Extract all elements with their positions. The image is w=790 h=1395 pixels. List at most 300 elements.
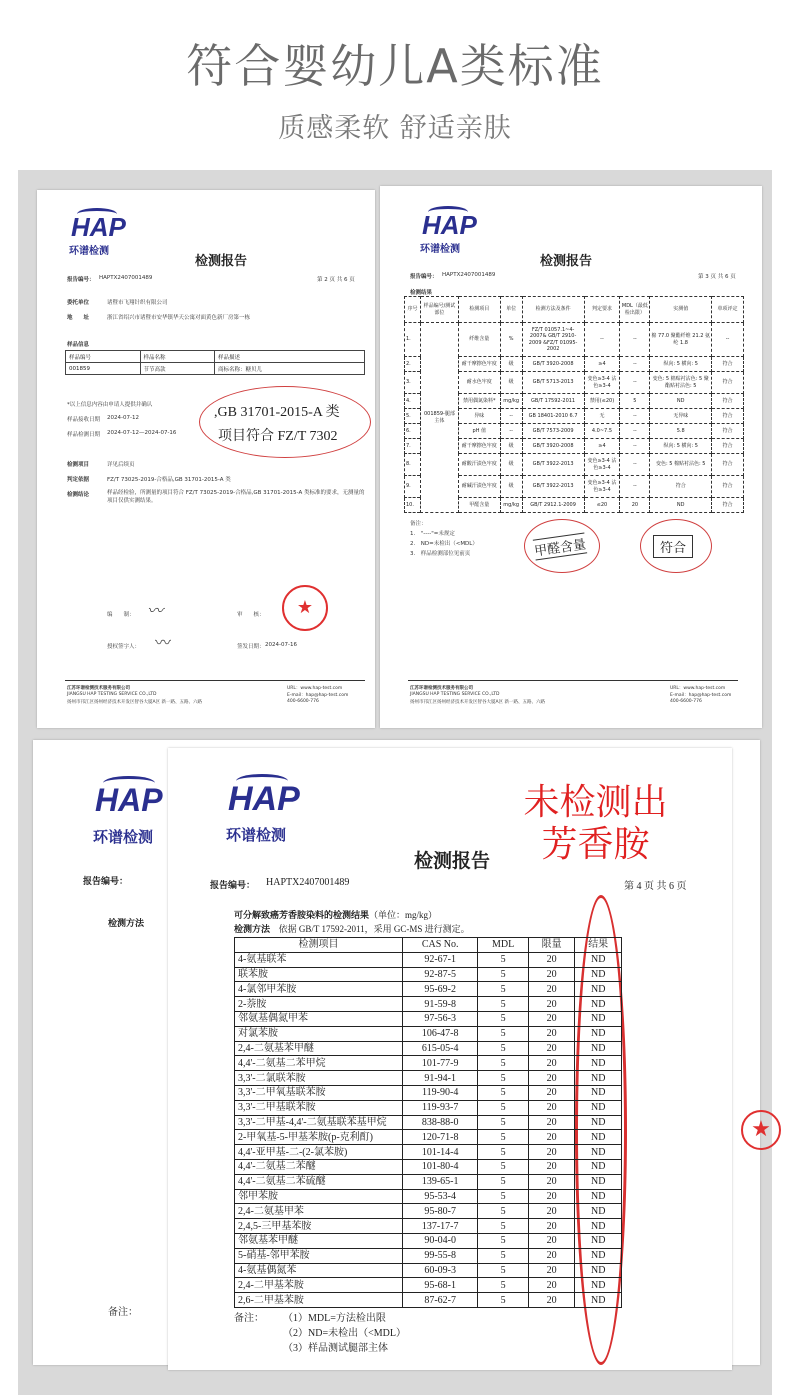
table-cell: 4.0~7.5 bbox=[584, 424, 620, 439]
table-cell: GB/T 3920-2008 bbox=[522, 357, 584, 372]
table-cell: 5 bbox=[478, 1219, 528, 1234]
table-cell: 禁用偶氮染料* bbox=[458, 394, 500, 409]
table-cell: 节节高款 bbox=[140, 363, 215, 375]
table-cell: MDL bbox=[478, 938, 528, 953]
table-cell: FZ/T 01057.1~4-2007& GB/T 2910-2009 &FZ/T 01095-2002 bbox=[522, 323, 584, 357]
table-cell: 5 bbox=[478, 1189, 528, 1204]
table-cell: 5 bbox=[478, 967, 528, 982]
table-cell: ND bbox=[575, 1263, 622, 1278]
table-cell: ND bbox=[575, 1130, 622, 1145]
table-cell: 92-67-1 bbox=[403, 952, 478, 967]
client-label: 委托单位 bbox=[67, 300, 90, 306]
table-cell: 5. bbox=[405, 409, 421, 424]
section-title: 可分解致癌芳香胺染料的检测结果 bbox=[234, 911, 370, 921]
table-cell: 3,3'-二甲氧基联苯胺 bbox=[235, 1085, 403, 1100]
recv-date: 2024-07-12 bbox=[107, 415, 139, 421]
table-cell: 5.8 bbox=[650, 424, 712, 439]
results-table bbox=[404, 296, 744, 513]
table-cell: -- bbox=[620, 424, 650, 439]
table-cell: 级 bbox=[500, 454, 522, 476]
table-cell: 级 bbox=[500, 372, 522, 394]
table-cell: GB/T 2912.1-2009 bbox=[522, 498, 584, 513]
table-cell: -- bbox=[620, 409, 650, 424]
table-cell: MDL（最低检出限） bbox=[620, 297, 650, 323]
test-date: 2024-07-12—2024-07-16 bbox=[107, 430, 177, 436]
report-no-label: 报告编号： bbox=[67, 277, 95, 283]
table-cell: 5 bbox=[478, 1056, 528, 1071]
footer-tel: 400-6600-776 bbox=[670, 699, 702, 704]
table-cell: 2,6-二甲基苯胺 bbox=[235, 1293, 403, 1308]
table-row bbox=[235, 1011, 622, 1026]
table-row bbox=[235, 1159, 622, 1174]
table-cell: 95-68-1 bbox=[403, 1278, 478, 1293]
table-row bbox=[235, 1115, 622, 1130]
table-cell: 87-62-7 bbox=[403, 1293, 478, 1308]
table-cell: 20 bbox=[528, 1263, 575, 1278]
notes-block bbox=[404, 519, 504, 559]
table-cell: 20 bbox=[528, 952, 575, 967]
table-cell: 变色: 5 棉贴衬沾色: 5 聚酯贴衬沾色: 5 bbox=[650, 372, 712, 394]
callout-line-1: 未检测出 bbox=[523, 782, 668, 823]
table-cell: -- bbox=[620, 323, 650, 357]
report-no-label: 报告编号： bbox=[410, 274, 438, 280]
table-row bbox=[235, 1130, 622, 1145]
table-cell: 5 bbox=[478, 1026, 528, 1041]
report-no: HAPTX2407001489 bbox=[266, 877, 350, 888]
table-cell: GB/T 3922-2013 bbox=[522, 454, 584, 476]
table-cell: ND bbox=[650, 394, 712, 409]
table-cell: 耐干摩擦色牢度 bbox=[458, 439, 500, 454]
table-cell: 20 bbox=[528, 982, 575, 997]
table-cell: 序号 bbox=[405, 297, 421, 323]
table-cell: ≤20 bbox=[584, 498, 620, 513]
table-cell: 4,4'-二氨基二苯硫醚 bbox=[235, 1174, 403, 1189]
table-cell: 符合 bbox=[712, 498, 744, 513]
table-cell: ND bbox=[575, 1026, 622, 1041]
table-cell: 5 bbox=[478, 1278, 528, 1293]
table-cell: 3,3'-二甲基-4,4'-二氨基联苯基甲烷 bbox=[235, 1115, 403, 1130]
table-cell: 20 bbox=[528, 1278, 575, 1293]
table-cell: 样品编号 bbox=[66, 351, 141, 363]
footer-divider bbox=[408, 680, 738, 681]
notes-label: 备注： bbox=[234, 1312, 264, 1324]
table-cell: 615-05-4 bbox=[403, 1041, 478, 1056]
table-cell: -- bbox=[500, 409, 522, 424]
table-cell: 4,4'-亚甲基-二-(2-氯苯胺) bbox=[235, 1145, 403, 1160]
table-cell: ND bbox=[575, 1204, 622, 1219]
table-cell: 5 bbox=[620, 394, 650, 409]
basis: FZ/T 73025-2019-合格品,GB 31701-2015-A 类 bbox=[107, 477, 231, 483]
footer-company-en: JIANGSU HAP TESTING SERVICE CO.,LTD bbox=[410, 692, 500, 697]
table-cell: ND bbox=[575, 1278, 622, 1293]
method: 依据 GB/T 17592-2011，采用 GC-MS 进行测定。 bbox=[278, 924, 470, 934]
table-cell: 4-氨基联苯 bbox=[235, 952, 403, 967]
table-cell: 20 bbox=[528, 1145, 575, 1160]
table-cell: 20 bbox=[528, 1219, 575, 1234]
table-cell: 20 bbox=[528, 1293, 575, 1308]
table-cell: CAS No. bbox=[403, 938, 478, 953]
table-cell: 5 bbox=[478, 1115, 528, 1130]
review-label: 审 核： bbox=[237, 612, 265, 618]
table-row bbox=[235, 1041, 622, 1056]
report-no-label: 报告编号： bbox=[83, 877, 129, 887]
table-cell: 119-93-7 bbox=[403, 1100, 478, 1115]
table-cell: 9. bbox=[405, 476, 421, 498]
report-title: 检测报告 bbox=[540, 254, 593, 269]
note-3: （3）样品测试腿部主体 bbox=[283, 1342, 388, 1354]
sign-date: 2024-07-16 bbox=[265, 642, 297, 648]
footer-email: E-mail：hap@hap-test.com bbox=[287, 693, 349, 698]
table-cell: 92-87-5 bbox=[403, 967, 478, 982]
table-row bbox=[235, 1278, 622, 1293]
table-cell: 838-88-0 bbox=[403, 1115, 478, 1130]
table-cell: 样品描述 bbox=[215, 351, 365, 363]
table-cell: 检测方法及条件 bbox=[522, 297, 584, 323]
method-line bbox=[234, 922, 470, 935]
sample-info-heading: 样品信息 bbox=[67, 342, 90, 348]
table-row bbox=[235, 1263, 622, 1278]
approver-label: 授权签字人： bbox=[107, 644, 141, 650]
table-cell: GB 18401-2010 6.7 bbox=[522, 409, 584, 424]
table-cell: % bbox=[500, 323, 522, 357]
table-cell: 20 bbox=[528, 1189, 575, 1204]
footer-address: 扬州市邗江区扬州经济技术开发区智谷大厦A区 新一路、五路、六路 bbox=[410, 700, 546, 705]
table-cell: 变色≥3-4 沾色≥3-4 bbox=[584, 454, 620, 476]
callout-text bbox=[513, 782, 678, 866]
conclusion-label: 检测结论 bbox=[67, 492, 90, 498]
note-2: （2）ND=未检出（<MDL） bbox=[283, 1327, 406, 1339]
report-page-2: HAP 环谱检测 检测报告 报告编号： HAPTX2407001489 第 2 页 共 6 页 委托单位 诸暨市飞翔针织有限公司 地 址 浙江省绍兴市诸暨市安华镇华天公寓对面黄色新厂房第一栋 样品信息 样品编号 样品名称 样品描述 001859 节节高款 商标名称：糖贝儿 *以上信息内容由申请人提供并确认 样品接收日期 2024-07-12 样品检测日期 2024-07-12—2024-07-16 检测项目 详见后续页 判定依据 FZ/T 73025-2019-合格品,GB 31701-2015-A 类 检测结论 样品经检验，所测量的项目符合 FZ/T 73025-2019-合格品,GB 31701-2015-A 类标准的要求，无测量的项目仅供实测结果。 ,GB 31701-2015-A 类 项目符合 FZ/T 7302 编 制： 〰 审 核： 授权签字人： 〰 签发日期： 2024-07-16 ★ 江苏环谱检测技术服务有限公司 JIANGSU HAP TESTING SERVICE CO.,LTD 扬州市邗江区扬州经济技术开发区智谷大厦A区 新一路、五路、六路 URL：www.hap-test.com E-mail：hap@hap-test.com 400-6600-776 bbox=[37, 190, 375, 728]
table-cell: 2. bbox=[405, 357, 421, 372]
table-cell: 2,4-二氨基甲苯 bbox=[235, 1204, 403, 1219]
items-label: 检测项目 bbox=[67, 462, 90, 468]
table-cell: ≥4 bbox=[584, 357, 620, 372]
table-cell: ND bbox=[650, 498, 712, 513]
table-row bbox=[235, 1145, 622, 1160]
table-cell: 120-71-8 bbox=[403, 1130, 478, 1145]
table-cell: 无 bbox=[584, 409, 620, 424]
table-cell: 5 bbox=[478, 1041, 528, 1056]
address: 浙江省绍兴市诸暨市安华镇华天公寓对面黄色新厂房第一栋 bbox=[107, 315, 251, 321]
table-cell: 耐水色牢度 bbox=[458, 372, 500, 394]
table-cell: mg/kg bbox=[500, 394, 522, 409]
table-cell: GB/T 7573-2009 bbox=[522, 424, 584, 439]
table-cell: 101-77-9 bbox=[403, 1056, 478, 1071]
table-cell: 纤维含量 bbox=[458, 323, 500, 357]
footer-company-en: JIANGSU HAP TESTING SERVICE CO.,LTD bbox=[67, 692, 157, 697]
formaldehyde-callout bbox=[524, 519, 600, 573]
note-1: （1）MDL=方法检出限 bbox=[283, 1312, 386, 1324]
table-cell: 2-萘胺 bbox=[235, 997, 403, 1012]
table-cell: 变色: 5 棉贴衬沾色: 5 bbox=[650, 454, 712, 476]
results-heading: 检测结果 bbox=[410, 290, 433, 296]
table-row bbox=[235, 1071, 622, 1086]
table-cell: 137-17-7 bbox=[403, 1219, 478, 1234]
table-row bbox=[235, 1100, 622, 1115]
table-cell: ND bbox=[575, 1159, 622, 1174]
table-cell: 5 bbox=[478, 1174, 528, 1189]
table-cell: 139-65-1 bbox=[403, 1174, 478, 1189]
page-subtitle: 质感柔软 舒适亲肤 bbox=[278, 113, 512, 144]
table-cell: ND bbox=[575, 1293, 622, 1308]
table-cell: 符合 bbox=[712, 357, 744, 372]
table-cell: 2,4,5-三甲基苯胺 bbox=[235, 1219, 403, 1234]
table-cell: 5 bbox=[478, 1233, 528, 1248]
table-cell: ND bbox=[575, 1189, 622, 1204]
table-cell: mg/kg bbox=[500, 498, 522, 513]
table-cell: -- bbox=[712, 323, 744, 357]
table-cell: 限量 bbox=[528, 938, 575, 953]
table-cell: 样品名称 bbox=[140, 351, 215, 363]
table-cell: 耐碱汗渍色牢度 bbox=[458, 476, 500, 498]
table-cell: 4-氨基偶氮苯 bbox=[235, 1263, 403, 1278]
table-cell: GB/T 3920-2008 bbox=[522, 439, 584, 454]
formaldehyde-label: 甲醛含量 bbox=[533, 532, 587, 560]
report-page-3: HAP 环谱检测 检测报告 报告编号： HAPTX2407001489 第 3 页 共 6 页 检测结果 序号 样品编号/测试部位 检测项目 单位 检测方法及条件 判定要求 MDL（最低检出限） 实测值 单项评定 1. 001859-腿部主体 纤维含量 % FZ/T 01057.1~4-2007& GB/T 2910-2009 &FZ/T 01095-2002 -- -- 棉 77.0 聚酯纤维 21.2 氨纶 1.8 -- 2. 耐干摩擦色牢度 级 GB/T 3920-2008 ≥4 -- 纵向: 5 横向: 5 符合 3. 耐水色牢度 级 GB/T 5713-2013 变色≥3-4 沾色≥3-4 -- 变色: 5 棉贴衬沾色: 5 聚酯贴衬沾色: 5 符合 4. 禁用偶氮染料* mg/kg GB/T 17592-2011 禁用(≤20) 5 ND 符合 5. 异味 -- GB 18401-2010 6.7 无 -- 无异味 符合 6. pH 值 -- GB/T 7573-2009 4.0~7.5 -- 5.8 符合 7. 耐干摩擦色牢度 级 GB/T 3920-2008 ≥4 -- 纵向: 5 横向: 5 符合 8. 耐酸汗渍色牢度 级 GB/T 3922-2013 变色≥3-4 沾色≥3-4 -- 变色: 5 棉贴衬沾色: 5 符合 9. 耐碱汗渍色牢度 级 GB/T 3922-2013 变色≥3-4 沾色≥3-4 -- 符合 符合 10. 甲醛含量 mg/kg GB/T 2912.1-2009 ≤20 20 ND 符合 备注： 1. "----"=未规定 2. ND=未检出（<MDL） 3. 样品检测部位见前页 甲醛含量 符合 江苏环谱检测技术服务有限公司 JIANGSU HAP TESTING SERVICE CO.,LTD 扬州市邗江区扬州经济技术开发区智谷大厦A区 新一路、五路、六路 URL：www.hap-test.com E-mail：hap@hap-test.com 400-6600-776 bbox=[380, 186, 762, 728]
table-cell: 001859 bbox=[66, 363, 141, 375]
report-title: 检测报告 bbox=[414, 850, 491, 872]
table-cell: 8. bbox=[405, 454, 421, 476]
editor-label: 编 制： bbox=[107, 612, 135, 618]
table-cell: 邻氨基偶氮甲苯 bbox=[235, 1011, 403, 1026]
page-number: 第 2 页 共 6 页 bbox=[317, 277, 355, 283]
table-cell: ND bbox=[575, 1248, 622, 1263]
table-cell: 级 bbox=[500, 439, 522, 454]
table-row bbox=[235, 982, 622, 997]
table-cell: 95-69-2 bbox=[403, 982, 478, 997]
report-page-4: HAP 环谱检测 检测报告 报告编号： HAPTX2407001489 第 4 页 共 6 页 可分解致癌芳香胺染料的检测结果（单位：mg/kg） 检测方法 依据 GB/T 17592-2011，采用 GC-MS 进行测定。 检测项目 CAS No. MDL 限量 结果 4-氨基联苯 92-67-1 5 20 ND 联苯胺 92-87-5 5 20 ND 4-氯邻甲苯胺 95-69-2 5 20 ND 2-萘胺 91-59-8 5 20 ND 邻氨基偶氮甲苯 97-56-3 5 20 ND 对氯苯胺 106-47-8 5 20 ND 2,4-二氨基苯甲醚 615-05-4 5 20 ND 4,4'-二氨基二苯甲烷 101-77-9 5 20 ND 3,3'-二氯联苯胺 91-94-1 5 20 ND 3,3'-二甲氧基联苯胺 119-90-4 5 20 ND 3,3'-二甲基联苯胺 119-93-7 5 20 ND 3,3'-二甲基-4,4'-二氨基联苯基甲烷 838-88-0 5 20 ND 2-甲氧基-5-甲基苯胺(p-克利酊) 120-71-8 5 20 ND 4,4'-亚甲基-二-(2-氯苯胺) 101-14-4 5 20 ND 4,4'-二氨基二苯醚 101-80-4 5 20 ND 4,4'-二氨基二苯硫醚 139-65-1 5 20 ND 邻甲苯胺 95-53-4 5 20 ND 2,4-二氨基甲苯 95-80-7 5 20 ND 2,4,5-三甲基苯胺 137-17-7 5 20 ND 邻氨基苯甲醚 90-04-0 5 20 ND 5-硝基-邻甲苯胺 99-55-8 5 20 ND 4-氨基偶氮苯 60-09-3 5 20 ND 2,4-二甲基苯胺 95-68-1 5 20 ND 2,6-二甲基苯胺 87-62-7 5 20 ND 备注： （1）MDL=方法检出限 （2）ND=未检出（<MDL） （3）样品测试腿部主体 未检测出 芳香胺 bbox=[168, 748, 732, 1370]
table-cell: ≥4 bbox=[584, 439, 620, 454]
note-2: 2. ND=未检出（<MDL） bbox=[410, 541, 478, 547]
report-no-label: 报告编号： bbox=[210, 881, 256, 891]
table-cell: 耐干摩擦色牢度 bbox=[458, 357, 500, 372]
sample-table bbox=[65, 350, 365, 375]
table-cell: 符合 bbox=[712, 476, 744, 498]
table-cell: 20 bbox=[528, 1130, 575, 1145]
table-cell: -- bbox=[620, 439, 650, 454]
table-cell: 20 bbox=[528, 1041, 575, 1056]
table-cell: 20 bbox=[528, 1011, 575, 1026]
table-cell: 20 bbox=[528, 1174, 575, 1189]
table-row bbox=[235, 1174, 622, 1189]
table-cell: 90-04-0 bbox=[403, 1233, 478, 1248]
table-cell: 2,4-二甲基苯胺 bbox=[235, 1278, 403, 1293]
table-cell: 5 bbox=[478, 1263, 528, 1278]
pass-label: 符合 bbox=[653, 535, 693, 558]
table-row bbox=[235, 1204, 622, 1219]
table-row bbox=[235, 1219, 622, 1234]
table-cell: ND bbox=[575, 967, 622, 982]
table-cell: 结果 bbox=[575, 938, 622, 953]
table-cell: ND bbox=[575, 982, 622, 997]
table-cell: 20 bbox=[528, 1159, 575, 1174]
table-row bbox=[235, 967, 622, 982]
table-cell: 5 bbox=[478, 1100, 528, 1115]
report-no: HAPTX2407001489 bbox=[442, 272, 496, 278]
red-seal-stamp: ★ bbox=[282, 585, 328, 631]
table-cell: 棉 77.0 聚酯纤维 21.2 氨纶 1.8 bbox=[650, 323, 712, 357]
report-no: HAPTX2407001489 bbox=[99, 275, 153, 281]
table-cell: -- bbox=[620, 454, 650, 476]
table-cell: 20 bbox=[528, 1204, 575, 1219]
table-cell: 101-14-4 bbox=[403, 1145, 478, 1160]
table-cell: 119-90-4 bbox=[403, 1085, 478, 1100]
sign-date-label: 签发日期： bbox=[237, 644, 265, 650]
table-cell: 5 bbox=[478, 997, 528, 1012]
notes-block bbox=[234, 1311, 622, 1356]
table-cell: GB/T 5713-2013 bbox=[522, 372, 584, 394]
table-cell: 97-56-3 bbox=[403, 1011, 478, 1026]
table-cell: 甲醛含量 bbox=[458, 498, 500, 513]
table-cell: 对氯苯胺 bbox=[235, 1026, 403, 1041]
table-cell: 20 bbox=[528, 997, 575, 1012]
table-cell: 实测值 bbox=[650, 297, 712, 323]
table-cell: 4,4'-二氨基二苯甲烷 bbox=[235, 1056, 403, 1071]
notes-label: 备注： bbox=[410, 521, 427, 527]
table-header bbox=[405, 297, 744, 323]
table-row bbox=[405, 323, 744, 357]
callout-bubble bbox=[199, 386, 371, 458]
table-cell: ND bbox=[575, 1041, 622, 1056]
table-cell: 变色≥3-4 沾色≥3-4 bbox=[584, 476, 620, 498]
test-label: 样品检测日期 bbox=[67, 432, 101, 438]
table-cell: 5 bbox=[478, 1293, 528, 1308]
table-cell: 3,3'-二甲基联苯胺 bbox=[235, 1100, 403, 1115]
table-cell: 10. bbox=[405, 498, 421, 513]
table-cell: -- bbox=[500, 424, 522, 439]
note-1: 1. "----"=未规定 bbox=[410, 531, 455, 537]
table-row bbox=[235, 952, 622, 967]
report-page-4-back: HAP 环谱检测 报告编号： 检测方法 备注： ★ bbox=[33, 740, 760, 1365]
basis-label: 判定依据 bbox=[67, 477, 90, 483]
table-row bbox=[235, 1056, 622, 1071]
callout-line-2: 芳香胺 bbox=[541, 824, 650, 865]
table-cell: 符合 bbox=[712, 394, 744, 409]
table-cell: 无异味 bbox=[650, 409, 712, 424]
approver-signature: 〰 bbox=[155, 633, 172, 652]
table-cell: 4-氯邻甲苯胺 bbox=[235, 982, 403, 997]
table-cell: 2-甲氧基-5-甲基苯胺(p-克利酊) bbox=[235, 1130, 403, 1145]
table-cell: 5 bbox=[478, 1071, 528, 1086]
table-cell: 检测项目 bbox=[235, 938, 403, 953]
table-cell: 检测项目 bbox=[458, 297, 500, 323]
table-cell: GB/T 3922-2013 bbox=[522, 476, 584, 498]
footer-url: URL：www.hap-test.com bbox=[670, 686, 726, 691]
table-cell: 20 bbox=[528, 1085, 575, 1100]
editor-signature: 〰 bbox=[147, 601, 164, 620]
table-row bbox=[235, 1189, 622, 1204]
table-row bbox=[235, 1248, 622, 1263]
table-cell: 91-94-1 bbox=[403, 1071, 478, 1086]
items: 详见后续页 bbox=[107, 462, 135, 468]
table-cell: 单项评定 bbox=[712, 297, 744, 323]
table-row bbox=[235, 1026, 622, 1041]
table-row bbox=[235, 1085, 622, 1100]
table-cell: 5 bbox=[478, 1204, 528, 1219]
table-row bbox=[235, 997, 622, 1012]
table-cell: 级 bbox=[500, 357, 522, 372]
table-cell: 符合 bbox=[712, 454, 744, 476]
method-label: 检测方法 bbox=[108, 919, 145, 929]
table-cell: 符合 bbox=[712, 372, 744, 394]
table-cell: 5 bbox=[478, 982, 528, 997]
red-seal-stamp: ★ bbox=[741, 1110, 781, 1150]
table-cell: 5 bbox=[478, 1248, 528, 1263]
table-cell: 6. bbox=[405, 424, 421, 439]
table-cell: 异味 bbox=[458, 409, 500, 424]
table-cell: 3. bbox=[405, 372, 421, 394]
table-cell: -- bbox=[620, 357, 650, 372]
table-cell: ND bbox=[575, 952, 622, 967]
table-cell: 20 bbox=[528, 1026, 575, 1041]
table-cell: ND bbox=[575, 1174, 622, 1189]
table-cell: 判定要求 bbox=[584, 297, 620, 323]
info-note: *以上信息内容由申请人提供并确认 bbox=[67, 402, 153, 408]
table-cell: pH 值 bbox=[458, 424, 500, 439]
recv-label: 样品接收日期 bbox=[67, 417, 101, 423]
table-cell: 5 bbox=[478, 1159, 528, 1174]
table-cell: 符合 bbox=[712, 424, 744, 439]
client: 诸暨市飞翔针织有限公司 bbox=[107, 300, 168, 306]
table-cell: 耐酸汗渍色牢度 bbox=[458, 454, 500, 476]
page-number: 第 3 页 共 6 页 bbox=[698, 274, 736, 280]
table-cell: 5 bbox=[478, 952, 528, 967]
table-cell: 20 bbox=[528, 1056, 575, 1071]
table-cell: -- bbox=[620, 372, 650, 394]
table-cell: 商标名称：糖贝儿 bbox=[215, 363, 365, 375]
table-cell: 91-59-8 bbox=[403, 997, 478, 1012]
conclusion: 样品经检验，所测量的项目符合 FZ/T 73025-2019-合格品,GB 31701-2015-A 类标准的要求，无测量的项目仅供实测结果。 bbox=[107, 490, 365, 504]
footer-tel: 400-6600-776 bbox=[287, 699, 319, 704]
amine-block bbox=[234, 937, 622, 1356]
table-cell: ND bbox=[575, 1100, 622, 1115]
table-cell: 2,4-二氨基苯甲醚 bbox=[235, 1041, 403, 1056]
table-row bbox=[235, 1233, 622, 1248]
table-cell: 20 bbox=[620, 498, 650, 513]
footer-company: 江苏环谱检测技术服务有限公司 bbox=[410, 686, 473, 691]
table-cell: 20 bbox=[528, 1100, 575, 1115]
table-cell: 符合 bbox=[650, 476, 712, 498]
table-cell: -- bbox=[584, 323, 620, 357]
table-cell: 变色≥3-4 沾色≥3-4 bbox=[584, 372, 620, 394]
note-3: 3. 样品检测部位见前页 bbox=[410, 551, 471, 557]
table-cell: 5 bbox=[478, 1011, 528, 1026]
table-cell: 禁用(≤20) bbox=[584, 394, 620, 409]
table-cell: -- bbox=[620, 476, 650, 498]
pass-callout bbox=[640, 519, 712, 573]
table-cell: ND bbox=[575, 1115, 622, 1130]
table-cell: 99-55-8 bbox=[403, 1248, 478, 1263]
table-cell: 95-53-4 bbox=[403, 1189, 478, 1204]
table-cell: 符合 bbox=[712, 409, 744, 424]
results-block bbox=[404, 296, 744, 573]
table-cell: ND bbox=[575, 1233, 622, 1248]
footer-address: 扬州市邗江区扬州经济技术开发区智谷大厦A区 新一路、五路、六路 bbox=[67, 700, 203, 705]
callout-line-2: 项目符合 FZ/T 7302 bbox=[218, 429, 338, 444]
table-cell: ND bbox=[575, 997, 622, 1012]
table-cell: 纵向: 5 横向: 5 bbox=[650, 357, 712, 372]
footer-company: 江苏环谱检测技术服务有限公司 bbox=[67, 686, 130, 691]
method-label: 检测方法 bbox=[234, 925, 271, 935]
table-cell: 3,3'-二氯联苯胺 bbox=[235, 1071, 403, 1086]
table-cell: 101-80-4 bbox=[403, 1159, 478, 1174]
table-cell: ND bbox=[575, 1011, 622, 1026]
table-cell: 5 bbox=[478, 1130, 528, 1145]
table-cell: 1. bbox=[405, 323, 421, 357]
table-cell: 20 bbox=[528, 967, 575, 982]
table-row bbox=[235, 1293, 622, 1308]
footer-url: URL：www.hap-test.com bbox=[287, 686, 343, 691]
